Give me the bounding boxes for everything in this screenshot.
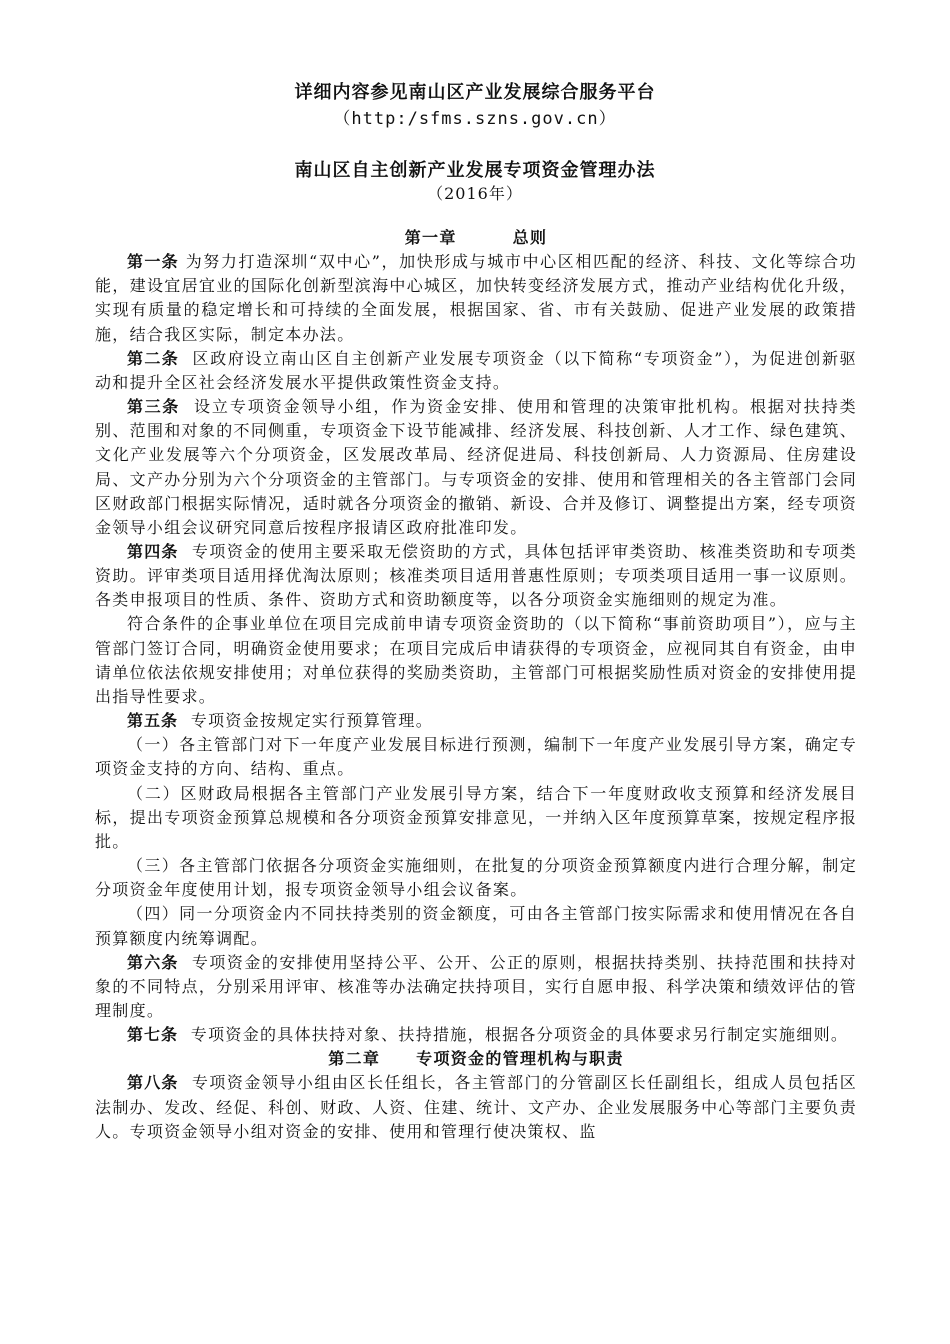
chapter-number: 第二章 bbox=[328, 1049, 381, 1069]
document-title: 南山区自主创新产业发展专项资金管理办法 bbox=[294, 160, 656, 181]
article-text: 专项资金的具体扶持对象、扶持措施，根据各分项资金的具体要求另行制定实施细则。 bbox=[190, 1025, 849, 1045]
article-text: 区政府设立南山区自主创新产业发展专项资金（以下简称“专项资金”），为促进创新驱动和提升全区社会经济发展水平提供政策性资金支持。 bbox=[95, 348, 857, 392]
document-body bbox=[95, 226, 857, 1144]
article-label: 第四条 bbox=[127, 542, 179, 562]
chapter-heading-2 bbox=[95, 1047, 857, 1071]
article-3 bbox=[95, 395, 857, 540]
article-label: 第五条 bbox=[127, 711, 179, 731]
article-4 bbox=[95, 540, 857, 612]
article-label: 第一条 bbox=[127, 252, 179, 272]
chapter-number: 第一章 bbox=[404, 228, 457, 247]
reference-title: 详细内容参见南山区产业发展综合服务平台 bbox=[294, 82, 656, 103]
article-text: 为努力打造深圳“双中心”，加快形成与城市中心区相匹配的经济、科技、文化等综合功能，建设宜居宜业的国际化创新型滨海中心城区，加快转变经济发展方式，推动产业结构优化升级，实现有质量的稳定增长和可持续的全面发展，根据国家、省、市有关鼓励、促进产业发展的政策措施，结合我区实际，制定本办法。 bbox=[95, 252, 857, 344]
article-text: 专项资金按规定实行预算管理。 bbox=[190, 711, 433, 731]
article-1 bbox=[95, 250, 857, 347]
article-text: 专项资金领导小组由区长任组长，各主管部门的分管副区长任副组长，组成人员包括区法制办、发改、经促、科创、财政、人资、住建、统计、文产办、企业发展服务中心等部门主要负责人。专项资金领导小组对资金的安排、使用和管理行使决策权、监 bbox=[95, 1073, 857, 1141]
article-5 bbox=[95, 709, 857, 733]
article-5-item-2: （二）区财政局根据各主管部门产业发展引导方案，结合下一年度财政收支预算和经济发展目标，提出专项资金预算总规模和各分项资金预算安排意见，一并纳入区年度预算草案，按规定程序报批。 bbox=[95, 783, 857, 851]
article-7 bbox=[95, 1023, 857, 1047]
article-8 bbox=[95, 1071, 857, 1143]
article-label: 第六条 bbox=[127, 952, 179, 972]
chapter-name: 总则 bbox=[512, 228, 548, 247]
article-5-item-4: （四）同一分项资金内不同扶持类别的资金额度，可由各主管部门按实际需求和使用情况在各自预算额度内统筹调配。 bbox=[95, 904, 857, 948]
article-text: 专项资金的安排使用坚持公平、公开、公正的原则，根据扶持类别、扶持范围和扶持对象的不同特点，分别采用评审、核准等办法确定扶持项目，实行自愿申报、科学决策和绩效评估的管理制度。 bbox=[95, 952, 857, 1020]
article-label: 第八条 bbox=[127, 1073, 179, 1093]
reference-url: （http:/sfms.szns.gov.cn） bbox=[333, 109, 617, 129]
chapter-name: 专项资金的管理机构与职责 bbox=[416, 1049, 624, 1069]
chapter-heading-1 bbox=[95, 226, 857, 250]
article-text: 设立专项资金领导小组，作为资金安排、使用和管理的决策审批机构。根据对扶持类别、范围和对象的不同侧重，专项资金下设节能减排、经济发展、科技创新、人才工作、绿色建筑、文化产业发展等六个分项资金，区发展改革局、经济促进局、科技创新局、人力资源局、住房建设局、文产办分别为六个分项资金的主管部门。与专项资金的安排、使用和管理相关的各主管部门会同区财政部门根据实际情况，适时就各分项资金的撤销、新设、合并及修订、调整提出方案，经专项资金领导小组会议研究同意后按程序报请区政府批准印发。 bbox=[95, 397, 857, 537]
article-6 bbox=[95, 951, 857, 1023]
document-year: （2016年） bbox=[427, 184, 523, 203]
article-2 bbox=[95, 347, 857, 395]
article-5-item-3: （三）各主管部门依据各分项资金实施细则，在批复的分项资金预算额度内进行合理分解，制定分项资金年度使用计划，报专项资金领导小组会议备案。 bbox=[95, 856, 857, 900]
article-label: 第三条 bbox=[127, 397, 180, 417]
article-text: 专项资金的使用主要采取无偿资助的方式，具体包括评审类资助、核准类资助和专项类资助。评审类项目适用择优淘汰原则；核准类项目适用普惠性原则；专项类项目适用一事一议原则。各类申报项目的性质、条件、资助方式和资助额度等，以各分项资金实施细则的规定为准。 bbox=[95, 542, 857, 610]
article-5-item-1: （一）各主管部门对下一年度产业发展目标进行预测，编制下一年度产业发展引导方案，确定专项资金支持的方向、结构、重点。 bbox=[95, 735, 857, 779]
article-label: 第七条 bbox=[127, 1025, 179, 1045]
article-4-paragraph-2: 符合条件的企事业单位在项目完成前申请专项资金资助的（以下简称“事前资助项目”），应与主管部门签订合同，明确资金使用要求；在项目完成后申请获得的专项资金，应视同其自有资金，由申请单位依法依规安排使用；对单位获得的奖励类资助，主管部门可根据奖励性质对资金的安排使用提出指导性要求。 bbox=[95, 614, 857, 706]
article-label: 第二条 bbox=[127, 348, 180, 368]
